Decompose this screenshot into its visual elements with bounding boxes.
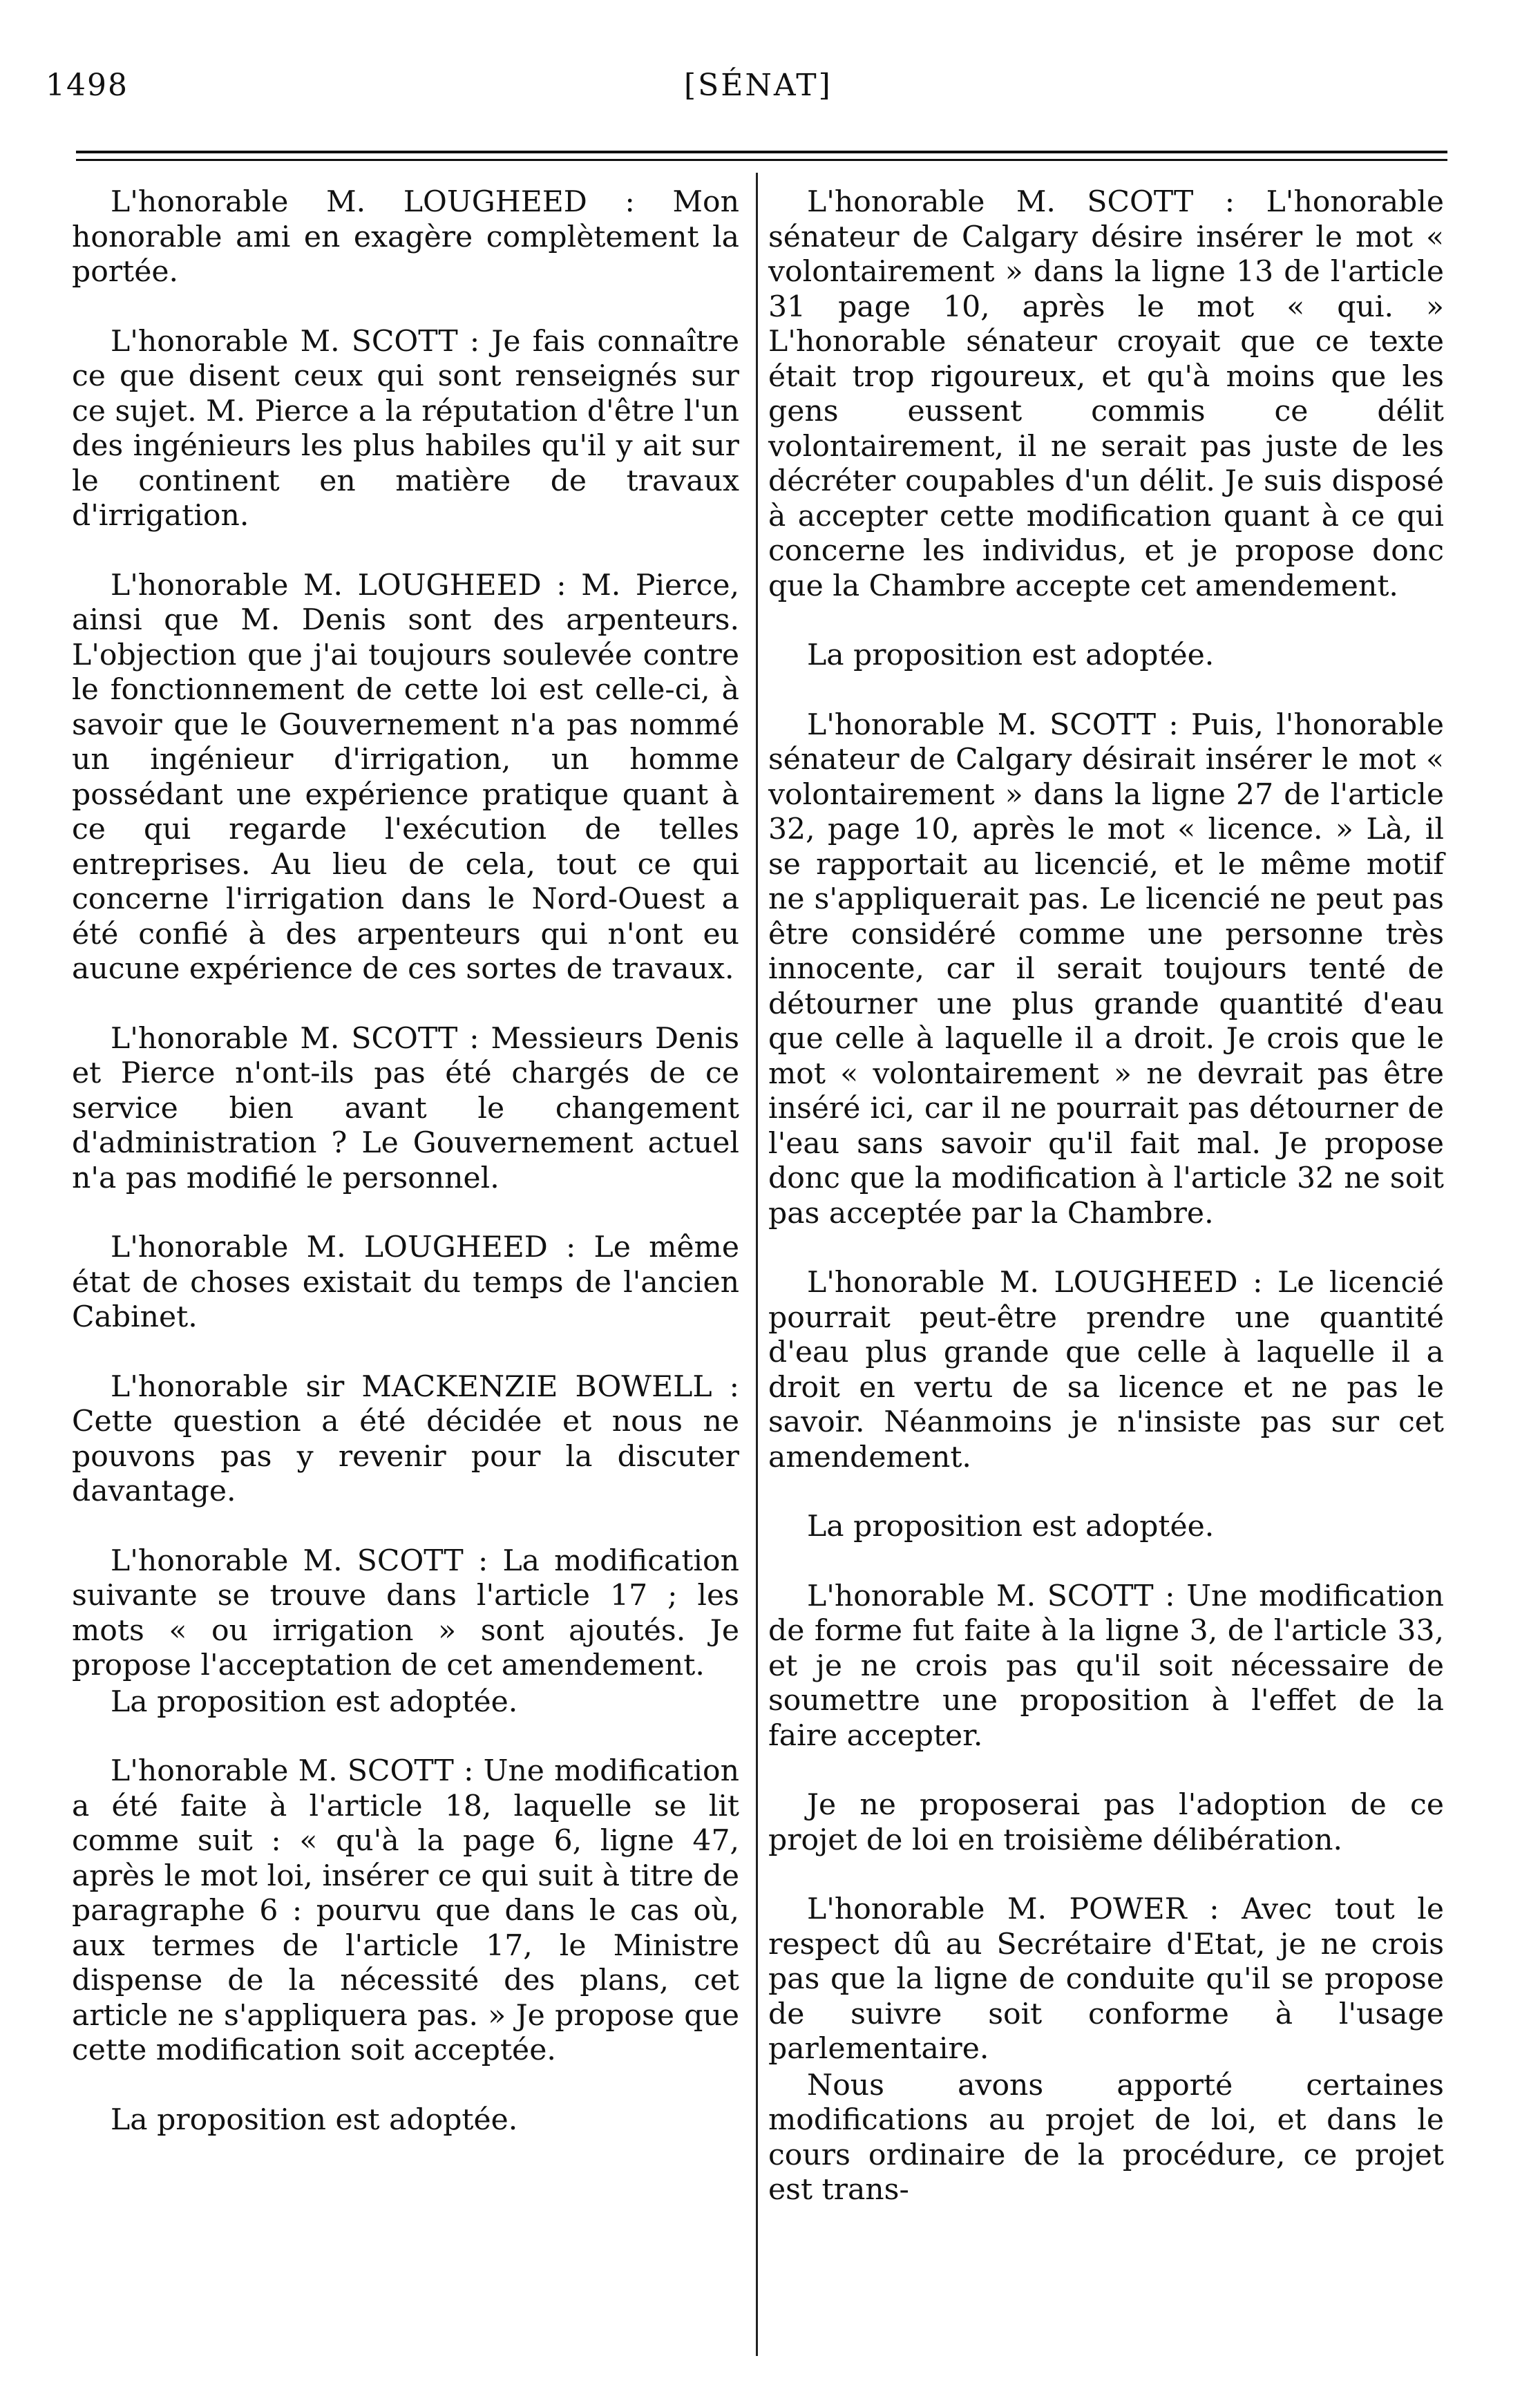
- paragraph: L'honorable M. SCOTT : Puis, l'honorable sénateur de Calgary désirait insérer le mot « volontairement » dans la ligne 27 de l'article 32, page 10, après le mot « licence. » Là, il se rapportait au licencié, et le même motif ne s'appliquerait pas. Le licencié ne peut pas être considéré comme une personne très innocente, car il serait toujours tenté de détourner une plus grande quantité d'eau que celle à laquelle il a droit. Je crois que le mot « volontairement » ne devrait pas être inséré ici, car il ne pourrait pas détourner de l'eau sans savoir qu'il fait mal. Je propose donc que la modification à l'article 32 ne soit pas acceptée par la Chambre.: [768, 707, 1444, 1231]
- paragraph: L'honorable M. LOUGHEED : Le licencié pourrait peut-être prendre une quantité d'eau plus grande que celle à laquelle il a droit en vertu de sa licence et ne pas le savoir. Néanmoins je n'insiste pas sur cet amendement.: [768, 1266, 1444, 1474]
- paragraph: L'honorable M. SCOTT : La modification suivante se trouve dans l'article 17 ; les mots « ou irrigation » sont ajoutés. Je propose l'acceptation de cet amendement.: [72, 1543, 739, 1682]
- paragraph: L'honorable M. SCOTT : Une modification de forme fut faite à la ligne 3, de l'article 33, et je ne crois pas qu'il soit nécessaire de soumettre une proposition à l'effet de la faire accepter.: [768, 1579, 1444, 1753]
- paragraph: L'honorable M. SCOTT : Messieurs Denis et Pierce n'ont-ils pas été chargés de ce service bien avant le changement d'administration ? Le Gouvernement actuel n'a pas modifié le personnel.: [72, 1021, 739, 1195]
- paragraph: L'honorable M. SCOTT : Une modification a été faite à l'article 18, laquelle se lit comme suit : « qu'à la page 6, ligne 47, après le mot loi, insérer ce qui suit à titre de paragraphe 6 : pourvu que dans le cas où, aux termes de l'article 17, le Ministre dispense de la nécessité des plans, cet article ne s'appliquera pas. » Je propose que cette modification soit acceptée.: [72, 1754, 739, 2067]
- paragraph: Nous avons apporté certaines modifications au projet de loi, et dans le cours ordinaire de la procédure, ce projet est trans-: [768, 2068, 1444, 2207]
- page-number: 1498: [46, 68, 129, 103]
- paragraph: L'honorable M. SCOTT : L'honorable sénateur de Calgary désire insérer le mot « volontairement » dans la ligne 13 de l'article 31 page 10, après le mot « qui. » L'honorable sénateur croyait que ce texte était trop rigoureux, et qu'à moins que les gens eussent commis ce délit volontairement, il ne serait pas juste de les décréter coupables d'un délit. Je suis disposé à accepter cette modification quant à ce qui concerne les individus, et je propose donc que la Chambre accepte cet amendement.: [768, 185, 1444, 603]
- paragraph: L'honorable M. LOUGHEED : Le même état de choses existait du temps de l'ancien Cabinet.: [72, 1231, 739, 1334]
- left-column: [72, 185, 739, 2138]
- paragraph: Je ne proposerai pas l'adoption de ce projet de loi en troisième délibération.: [768, 1788, 1444, 1857]
- paragraph: La proposition est adoptée.: [807, 1510, 1215, 1543]
- column-divider: [756, 173, 758, 2356]
- paragraph: L'honorable M. SCOTT : Je fais connaître ce que disent ceux qui sont renseignés sur ce sujet. M. Pierce a la réputation d'être l'un des ingénieurs les plus habiles qu'il y ait sur le continent en matière de travaux d'irrigation.: [72, 324, 739, 533]
- paragraph: L'honorable M. POWER : Avec tout le respect dû au Secrétaire d'Etat, je ne crois pas que la ligne de conduite qu'il se propose de suivre soit conforme à l'usage parlementaire.: [768, 1892, 1444, 2066]
- header-rule: [76, 151, 1447, 153]
- paragraph: La proposition est adoptée.: [807, 638, 1215, 672]
- running-head: [SÉNAT]: [684, 68, 833, 103]
- paragraph: La proposition est adoptée.: [111, 1684, 518, 1719]
- paragraph: L'honorable M. LOUGHEED : M. Pierce, ainsi que M. Denis sont des arpenteurs. L'objection que j'ai toujours soulevée contre le fonctionnement de cette loi est celle-ci, à savoir que le Gouvernement n'a pas nommé un ingénieur d'irrigation, un homme possédant une expérience pratique quant à ce qui regarde l'exécution de telles entreprises. Au lieu de cela, tout ce qui concerne l'irrigation dans le Nord-Ouest a été confié à des arpenteurs qui n'ont eu aucune expérience de ces sortes de travaux.: [72, 568, 739, 986]
- paragraph: La proposition est adoptée.: [111, 2102, 518, 2137]
- paragraph: L'honorable sir MACKENZIE BOWELL : Cette question a été décidée et nous ne pouvons pas y revenir pour la discuter davantage.: [72, 1369, 739, 1508]
- right-column: [768, 185, 1444, 2208]
- paragraph: L'honorable M. LOUGHEED : Mon honorable ami en exagère complètement la portée.: [72, 185, 739, 289]
- header-rule-double: [76, 159, 1447, 161]
